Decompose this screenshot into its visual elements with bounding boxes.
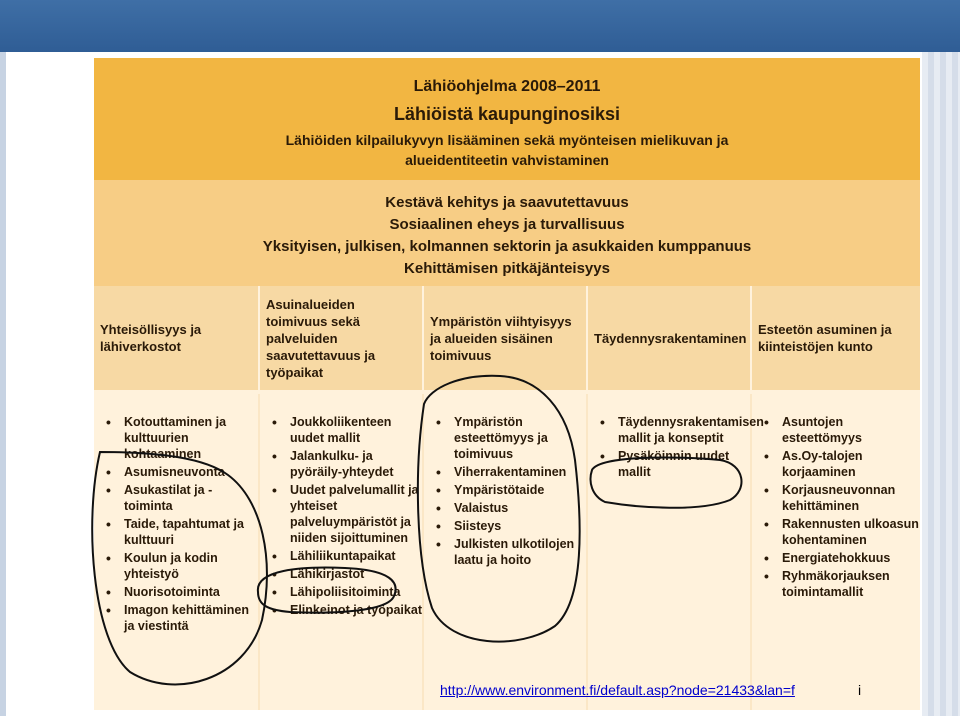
principles-band — [94, 180, 920, 286]
list-item: • Kotouttaminen ja kulttuurien kohtaaminen — [124, 414, 258, 462]
list-item: • Korjausneuvonnan kehittäminen — [782, 482, 920, 514]
program-title: Lähiöistä kaupunginosiksi — [393, 104, 621, 124]
list-item: • Asumisneuvonta — [124, 464, 258, 480]
list-item: • Lähiliikuntapaikat — [290, 548, 422, 564]
list-item: • Asukastilat ja -toiminta — [124, 482, 258, 514]
left-edge — [0, 52, 6, 716]
column-headings — [94, 286, 920, 390]
list-item: • Energiatehokkuus — [782, 550, 920, 566]
principle-item: Sosiaalinen eheys ja turvallisuus — [389, 216, 625, 233]
column-list — [94, 394, 260, 710]
slide-image — [94, 58, 920, 710]
list-item: • Lähikirjastot — [290, 566, 422, 582]
column-heading: Asuinalueiden toimivuus sekä palveluiden saavutettavuus ja työpaikat — [260, 286, 424, 390]
program-name: Lähiöohjelma 2008–2011 — [413, 78, 601, 95]
list-item: • Asuntojen esteettömyys — [782, 414, 920, 446]
list-item: • Lähipoliisitoiminta — [290, 584, 422, 600]
list-item: • Ympäristön esteettömyys ja toimivuus — [454, 414, 586, 462]
column-list — [752, 394, 920, 710]
column-heading: Ympäristön viihtyisyys ja alueiden sisäinen toimivuus — [424, 286, 588, 390]
program-header — [94, 58, 920, 180]
list-item: • Pysäköinnin uudet mallit — [618, 448, 750, 480]
column-list — [424, 394, 588, 710]
list-item: • Joukkoliikenteen uudet mallit — [290, 414, 422, 446]
list-item: • Ryhmäkorjauksen toimintamallit — [782, 568, 920, 600]
list-item: • Uudet palvelumallit ja yhteiset palveluympäristöt ja niiden sijoittuminen — [290, 482, 422, 546]
principle-item: Kestävä kehitys ja saavutettavuus — [385, 194, 629, 211]
list-item: • Valaistus — [454, 500, 586, 516]
list-item: • Koulun ja kodin yhteistyö — [124, 550, 258, 582]
column-list — [260, 394, 424, 710]
program-subtitle: Lähiöiden kilpailukyvyn lisääminen sekä myönteisen mielikuvan ja alueidentiteetin vahvistaminen — [285, 132, 729, 168]
list-item: • Jalankulku- ja pyöräily-yhteydet — [290, 448, 422, 480]
list-item: • Nuorisotoiminta — [124, 584, 258, 600]
column-heading: Täydennysrakentaminen — [588, 286, 752, 390]
window-top-bar — [0, 0, 960, 52]
column-bodies — [94, 394, 920, 710]
list-item: • Viherrakentaminen — [454, 464, 586, 480]
list-item: • Ympäristötaide — [454, 482, 586, 498]
column-list — [588, 394, 764, 710]
list-item: • As.Oy-talojen korjaaminen — [782, 448, 920, 480]
list-item: • Taide, tapahtumat ja kulttuuri — [124, 516, 258, 548]
right-side-stripe — [922, 52, 960, 716]
principle-item: Yksityisen, julkisen, kolmannen sektorin ja asukkaiden kumppanuus — [262, 238, 752, 255]
principle-item: Kehittämisen pitkäjänteisyys — [404, 260, 610, 277]
list-item: • Julkisten ulkotilojen laatu ja hoito — [454, 536, 586, 568]
column-heading: Esteetön asuminen ja kiinteistöjen kunto — [758, 322, 892, 354]
column-heading: Yhteisöllisyys ja lähiverkostot — [94, 286, 260, 390]
list-item: • Elinkeinot ja työpaikat — [290, 602, 422, 618]
list-item: • Täydennysrakentamisen mallit ja konseptit — [618, 414, 750, 446]
list-item: • Siisteys — [454, 518, 586, 534]
source-url-link[interactable]: http://www.environment.fi/default.asp?node=21433&lan=f — [440, 682, 795, 698]
url-trailing-text: i — [858, 682, 862, 698]
list-item: • Imagon kehittäminen ja viestintä — [124, 602, 258, 634]
list-item: • Rakennusten ulkoasun kohentaminen — [782, 516, 920, 548]
